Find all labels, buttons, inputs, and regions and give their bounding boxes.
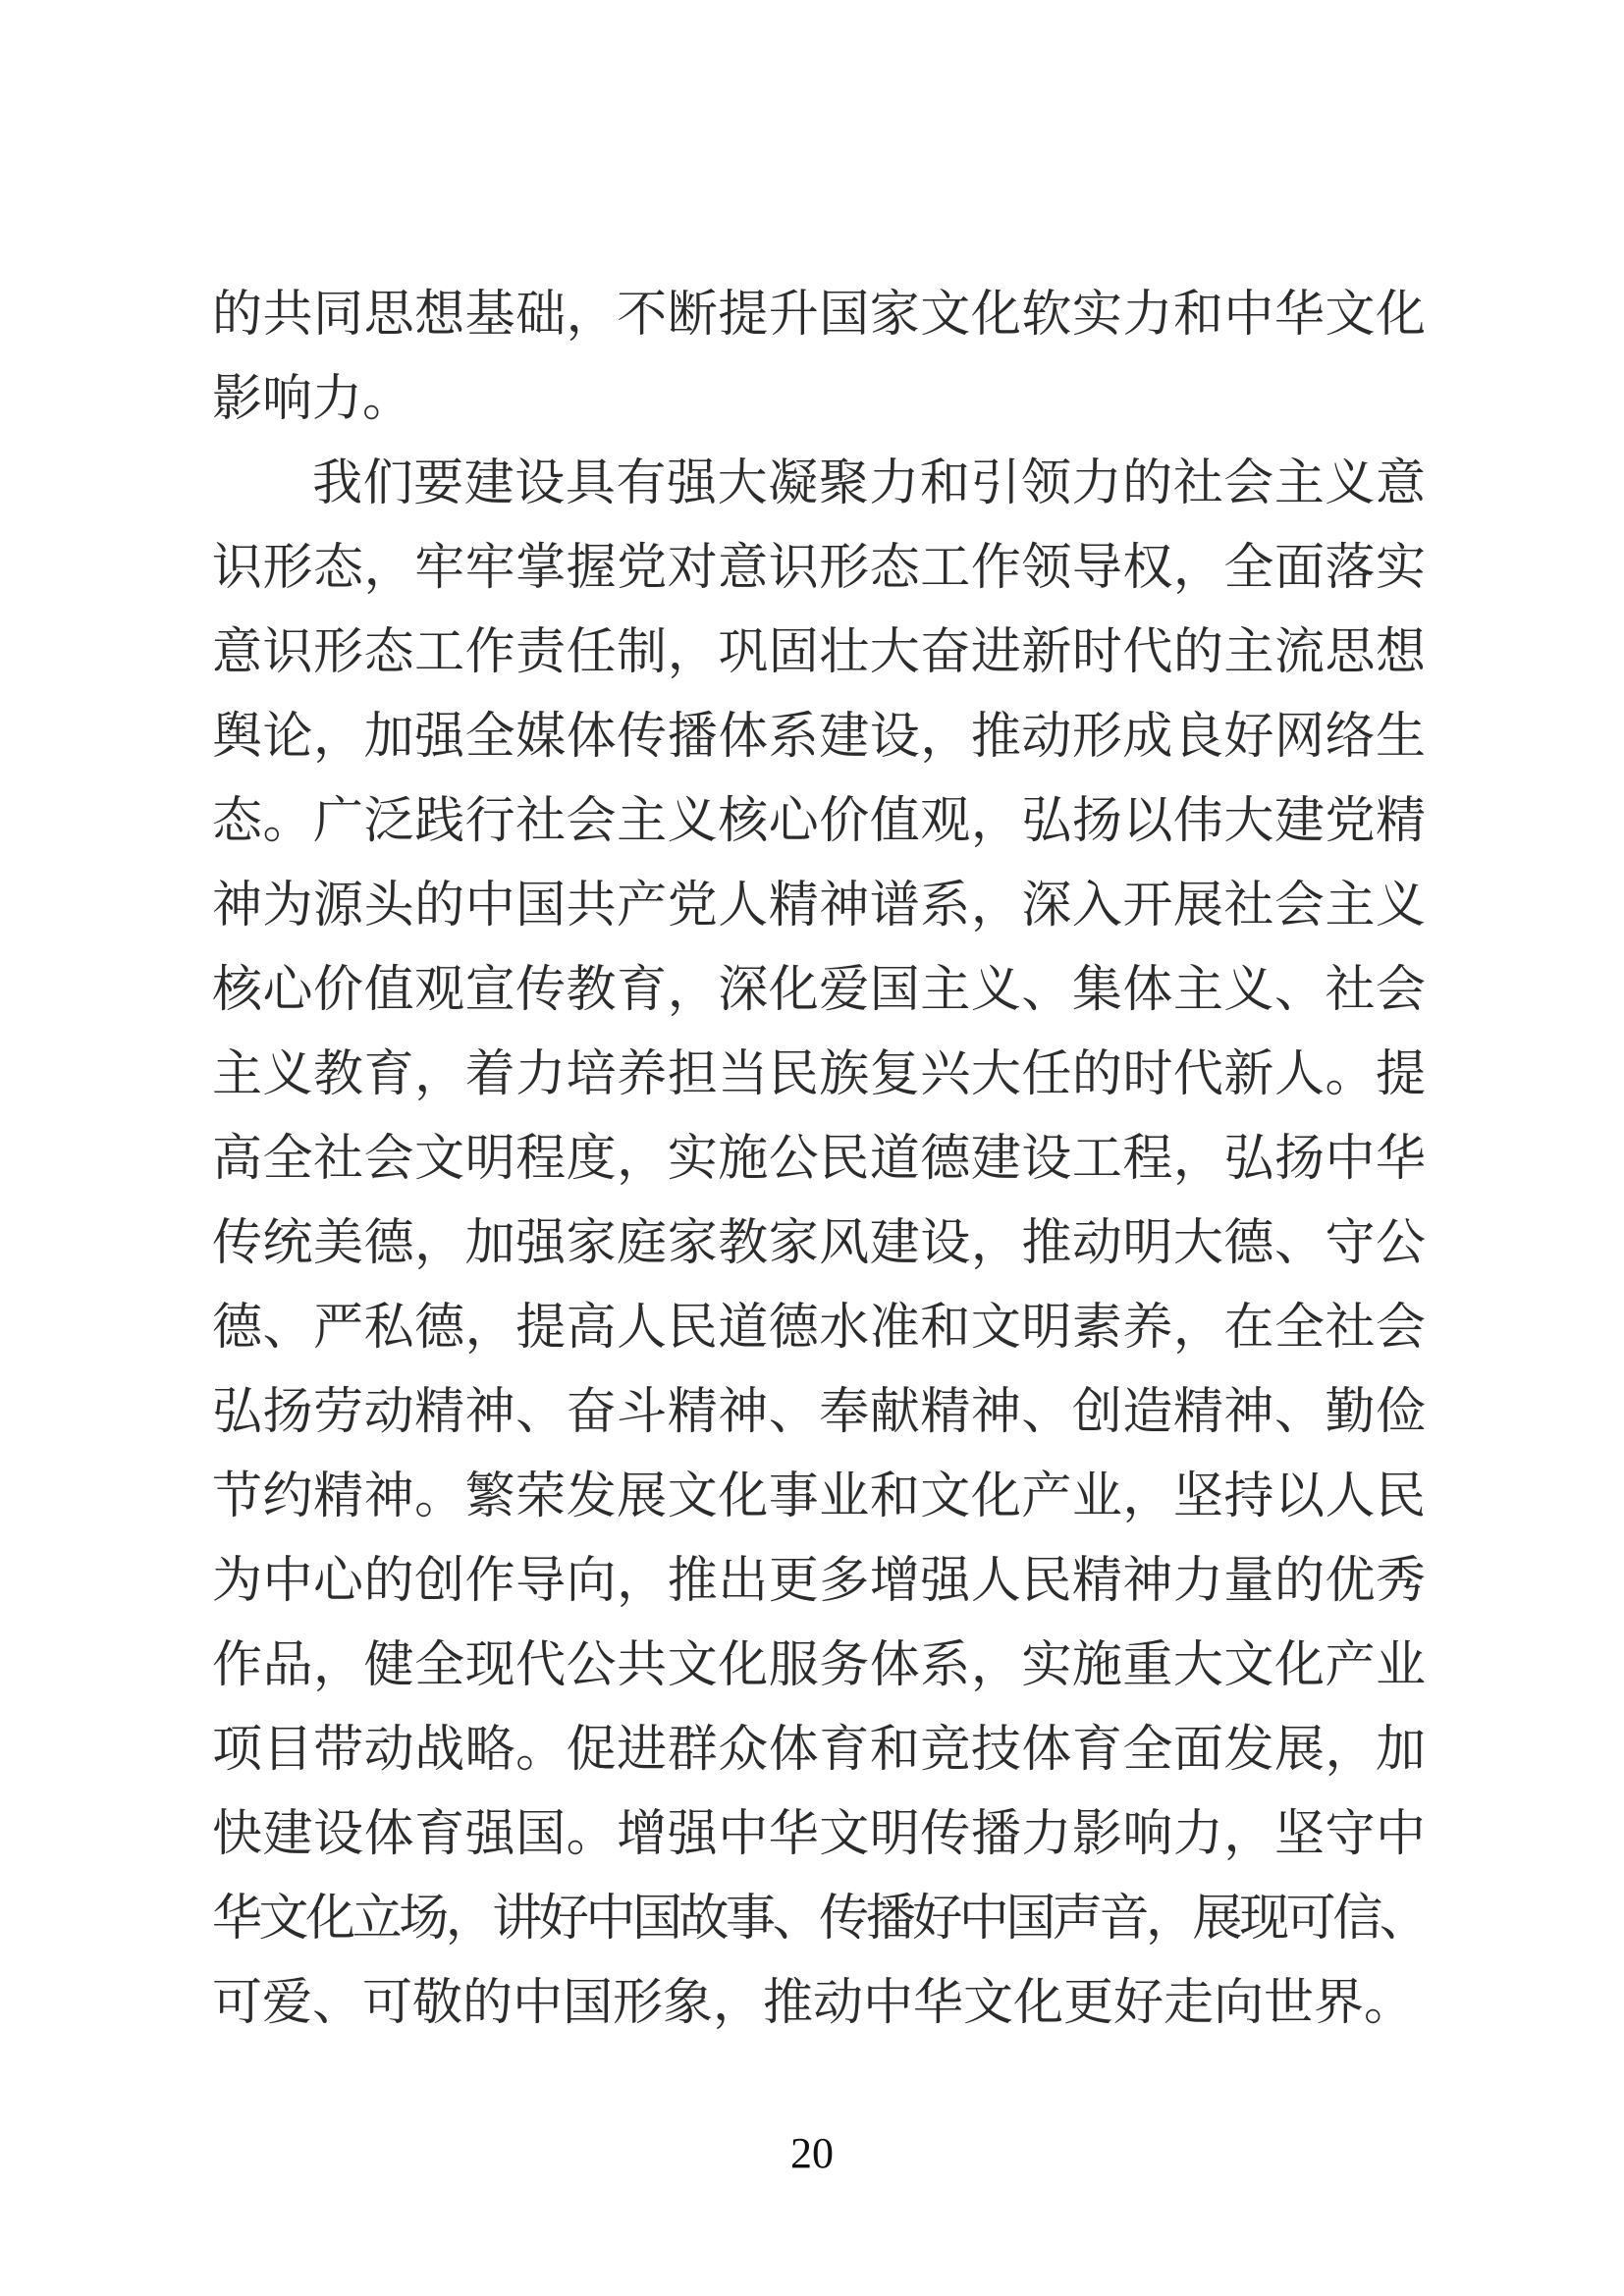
text-line: 德、严私德，提高人民道德水准和文明素养，在全社会: [212, 1299, 1426, 1357]
text-line: 的共同思想基础，不断提升国家文化软实力和中华文化: [212, 286, 1426, 344]
text-line: 态。广泛践行社会主义核心价值观，弘扬以伟大建党精: [212, 792, 1426, 850]
text-body: [212, 273, 1426, 2046]
text-line: 舆论，加强全媒体传播体系建设，推动形成良好网络生: [212, 708, 1426, 766]
text-line: 我们要建设具有强大凝聚力和引领力的社会主义意: [312, 454, 1426, 512]
text-line: 项目带动战略。促进群众体育和竞技体育全面发展，加: [212, 1721, 1426, 1779]
text-line: 意识形态工作责任制，巩固壮大奋进新时代的主流思想: [212, 623, 1426, 681]
text-line: 弘扬劳动精神、奋斗精神、奉献精神、创造精神、勤俭: [212, 1383, 1426, 1441]
text-line: 为中心的创作导向，推出更多增强人民精神力量的优秀: [212, 1552, 1426, 1610]
text-line: 作品，健全现代公共文化服务体系，实施重大文化产业: [212, 1636, 1426, 1694]
text-line: 节约精神。繁荣发展文化事业和文化产业，坚持以人民: [212, 1468, 1426, 1525]
text-line: 可爱、可敬的中国形象，推动中华文化更好走向世界。: [212, 1974, 1415, 2032]
text-line: 影响力。: [212, 370, 413, 428]
text-line: 快建设体育强国。增强中华文明传播力影响力，坚守中: [212, 1805, 1426, 1863]
text-line: 主义教育，着力培养担当民族复兴大任的时代新人。提: [212, 1045, 1426, 1103]
page-number: 20: [790, 2129, 834, 2177]
text-line: 传统美德，加强家庭家教家风建设，推动明大德、守公: [212, 1214, 1426, 1272]
text-line: 高全社会文明程度，实施公民道德建设工程，弘扬中华: [212, 1130, 1426, 1188]
text-line: 华文化立场，讲好中国故事、传播好中国声音，展现可信、: [212, 1890, 1426, 1948]
text-line: 识形态，牢牢掌握党对意识形态工作领导权，全面落实: [212, 539, 1426, 597]
text-line: 神为源头的中国共产党人精神谱系，深入开展社会主义: [212, 877, 1426, 934]
text-line: 核心价值观宣传教育，深化爱国主义、集体主义、社会: [212, 961, 1426, 1019]
